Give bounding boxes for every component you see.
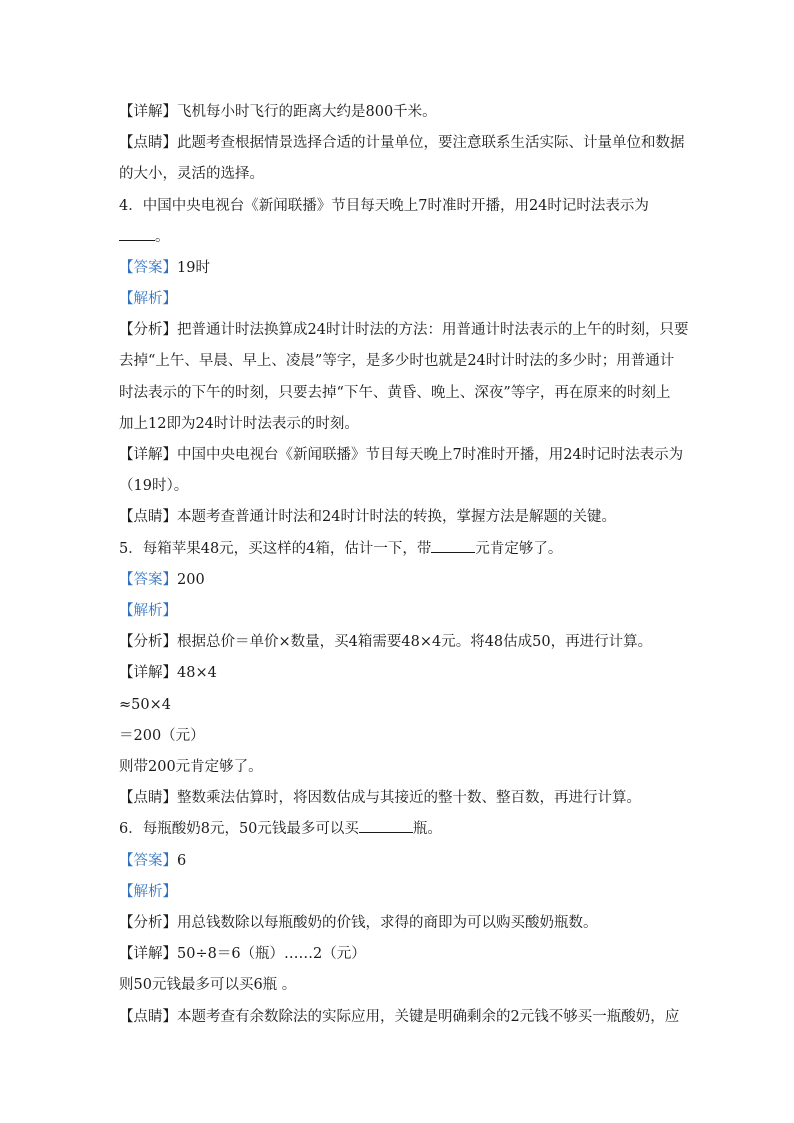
line-text: 6．每瓶酸奶8元，50元钱最多可以买 xyxy=(119,821,359,837)
analysis-heading xyxy=(119,289,679,309)
section-tag: 【分析】 xyxy=(119,915,177,931)
text-line xyxy=(119,383,679,403)
line-text: 则50元钱最多可以买6瓶 。 xyxy=(119,977,297,993)
answer-blank xyxy=(119,228,155,241)
line-text: 5．每箱苹果48元，买这样的4箱，估计一下，带 xyxy=(119,541,432,557)
line-text: 元肯定够了。 xyxy=(475,541,563,557)
section-tag: 【详解】 xyxy=(119,447,177,463)
section-tag: 【分析】 xyxy=(119,634,177,650)
line-text: 根据总价＝单价×数量，买4箱需要48×4元。将48估成50，再进行计算。 xyxy=(177,634,653,650)
text-line xyxy=(119,1007,679,1027)
text-line xyxy=(119,632,679,652)
line-text: 此题考查根据情景选择合适的计量单位，要注意联系生活实际、计量单位和数据 xyxy=(177,135,685,151)
answer-value: 6 xyxy=(177,853,187,869)
answer-line xyxy=(119,570,679,590)
section-tag: 【详解】 xyxy=(119,946,177,962)
text-line xyxy=(119,164,679,184)
text-line xyxy=(119,944,679,964)
line-text: 本题考查普通计时法和24时计时法的转换，掌握方法是解题的关键。 xyxy=(177,509,616,525)
line-text: 。 xyxy=(155,229,170,245)
line-text: （19时）。 xyxy=(119,478,189,494)
section-tag: 【点睛】 xyxy=(119,509,177,525)
analysis-heading xyxy=(119,601,679,621)
text-line xyxy=(119,445,684,465)
answer-tag: 【答案】 xyxy=(119,572,177,588)
question-6 xyxy=(119,819,679,839)
line-text: 4．中国中央电视台《新闻联播》节目每天晚上7时准时开播，用24时记时法表示为 xyxy=(119,198,649,214)
line-text: 用总钱数除以每瓶酸奶的价钱，求得的商即为可以购买酸奶瓶数。 xyxy=(177,915,598,931)
section-tag: 【分析】 xyxy=(119,322,177,338)
text-line xyxy=(119,351,679,371)
line-text: 48×4 xyxy=(177,665,217,681)
line-text: 本题考查有余数除法的实际应用，关键是明确剩余的2元钱不够买一瓶酸奶，应 xyxy=(177,1009,680,1025)
question-4 xyxy=(119,196,679,216)
line-text: 整数乘法估算时，将因数估成与其接近的整十数、整百数，再进行计算。 xyxy=(177,790,641,806)
line-text: ＝200（元） xyxy=(119,728,205,744)
line-text: 把普通计时法换算成24时计时法的方法：用普通计时法表示的上午的时刻，只要 xyxy=(177,322,689,338)
section-tag: 【详解】 xyxy=(119,665,177,681)
section-tag: 【点睛】 xyxy=(119,1009,177,1025)
text-line xyxy=(119,975,679,995)
text-line xyxy=(119,102,679,122)
answer-tag: 【答案】 xyxy=(119,853,177,869)
answer-blank-line xyxy=(119,227,679,247)
line-text: 瓶。 xyxy=(412,821,442,837)
section-tag: 【点睛】 xyxy=(119,790,177,806)
answer-value: 200 xyxy=(177,572,205,588)
answer-line xyxy=(119,851,679,871)
text-line xyxy=(119,695,679,715)
line-text: 去掉“上午、早晨、早上、凌晨”等字，是多少时也就是24时计时法的多少时；用普通计 xyxy=(119,353,675,369)
text-line xyxy=(119,788,679,808)
text-line xyxy=(119,133,685,153)
question-5 xyxy=(119,539,679,559)
line-text: 则带200元肯定够了。 xyxy=(119,759,263,775)
section-tag: 【点睛】 xyxy=(119,135,177,151)
text-line xyxy=(119,913,679,933)
analysis-heading xyxy=(119,882,679,902)
answer-line xyxy=(119,258,679,278)
text-line xyxy=(119,414,679,434)
text-line xyxy=(119,726,679,746)
analysis-tag: 【解析】 xyxy=(119,603,177,619)
answer-value: 19时 xyxy=(177,260,210,276)
answer-blank xyxy=(359,820,413,833)
line-text: 的大小，灵活的选择。 xyxy=(119,166,264,182)
answer-blank xyxy=(431,540,475,553)
text-line xyxy=(119,757,679,777)
line-text: 50÷8＝6（瓶）……2（元） xyxy=(177,946,366,962)
line-text: ≈50×4 xyxy=(119,697,171,713)
analysis-tag: 【解析】 xyxy=(119,291,177,307)
line-text: 加上12即为24时计时法表示的时刻。 xyxy=(119,416,359,432)
text-line xyxy=(119,507,679,527)
analysis-tag: 【解析】 xyxy=(119,884,177,900)
text-line xyxy=(119,320,689,340)
section-tag: 【详解】 xyxy=(119,104,177,120)
line-text: 时法表示的下午的时刻，只要去掉“下午、黄昏、晚上、深夜”等字，再在原来的时刻上 xyxy=(119,385,671,401)
line-text: 中国中央电视台《新闻联播》节目每天晚上7时准时开播，用24时记时法表示为 xyxy=(177,447,684,463)
text-line xyxy=(119,663,679,683)
text-line xyxy=(119,476,679,496)
line-text: 飞机每小时飞行的距离大约是800千米。 xyxy=(177,104,437,120)
answer-tag: 【答案】 xyxy=(119,260,177,276)
